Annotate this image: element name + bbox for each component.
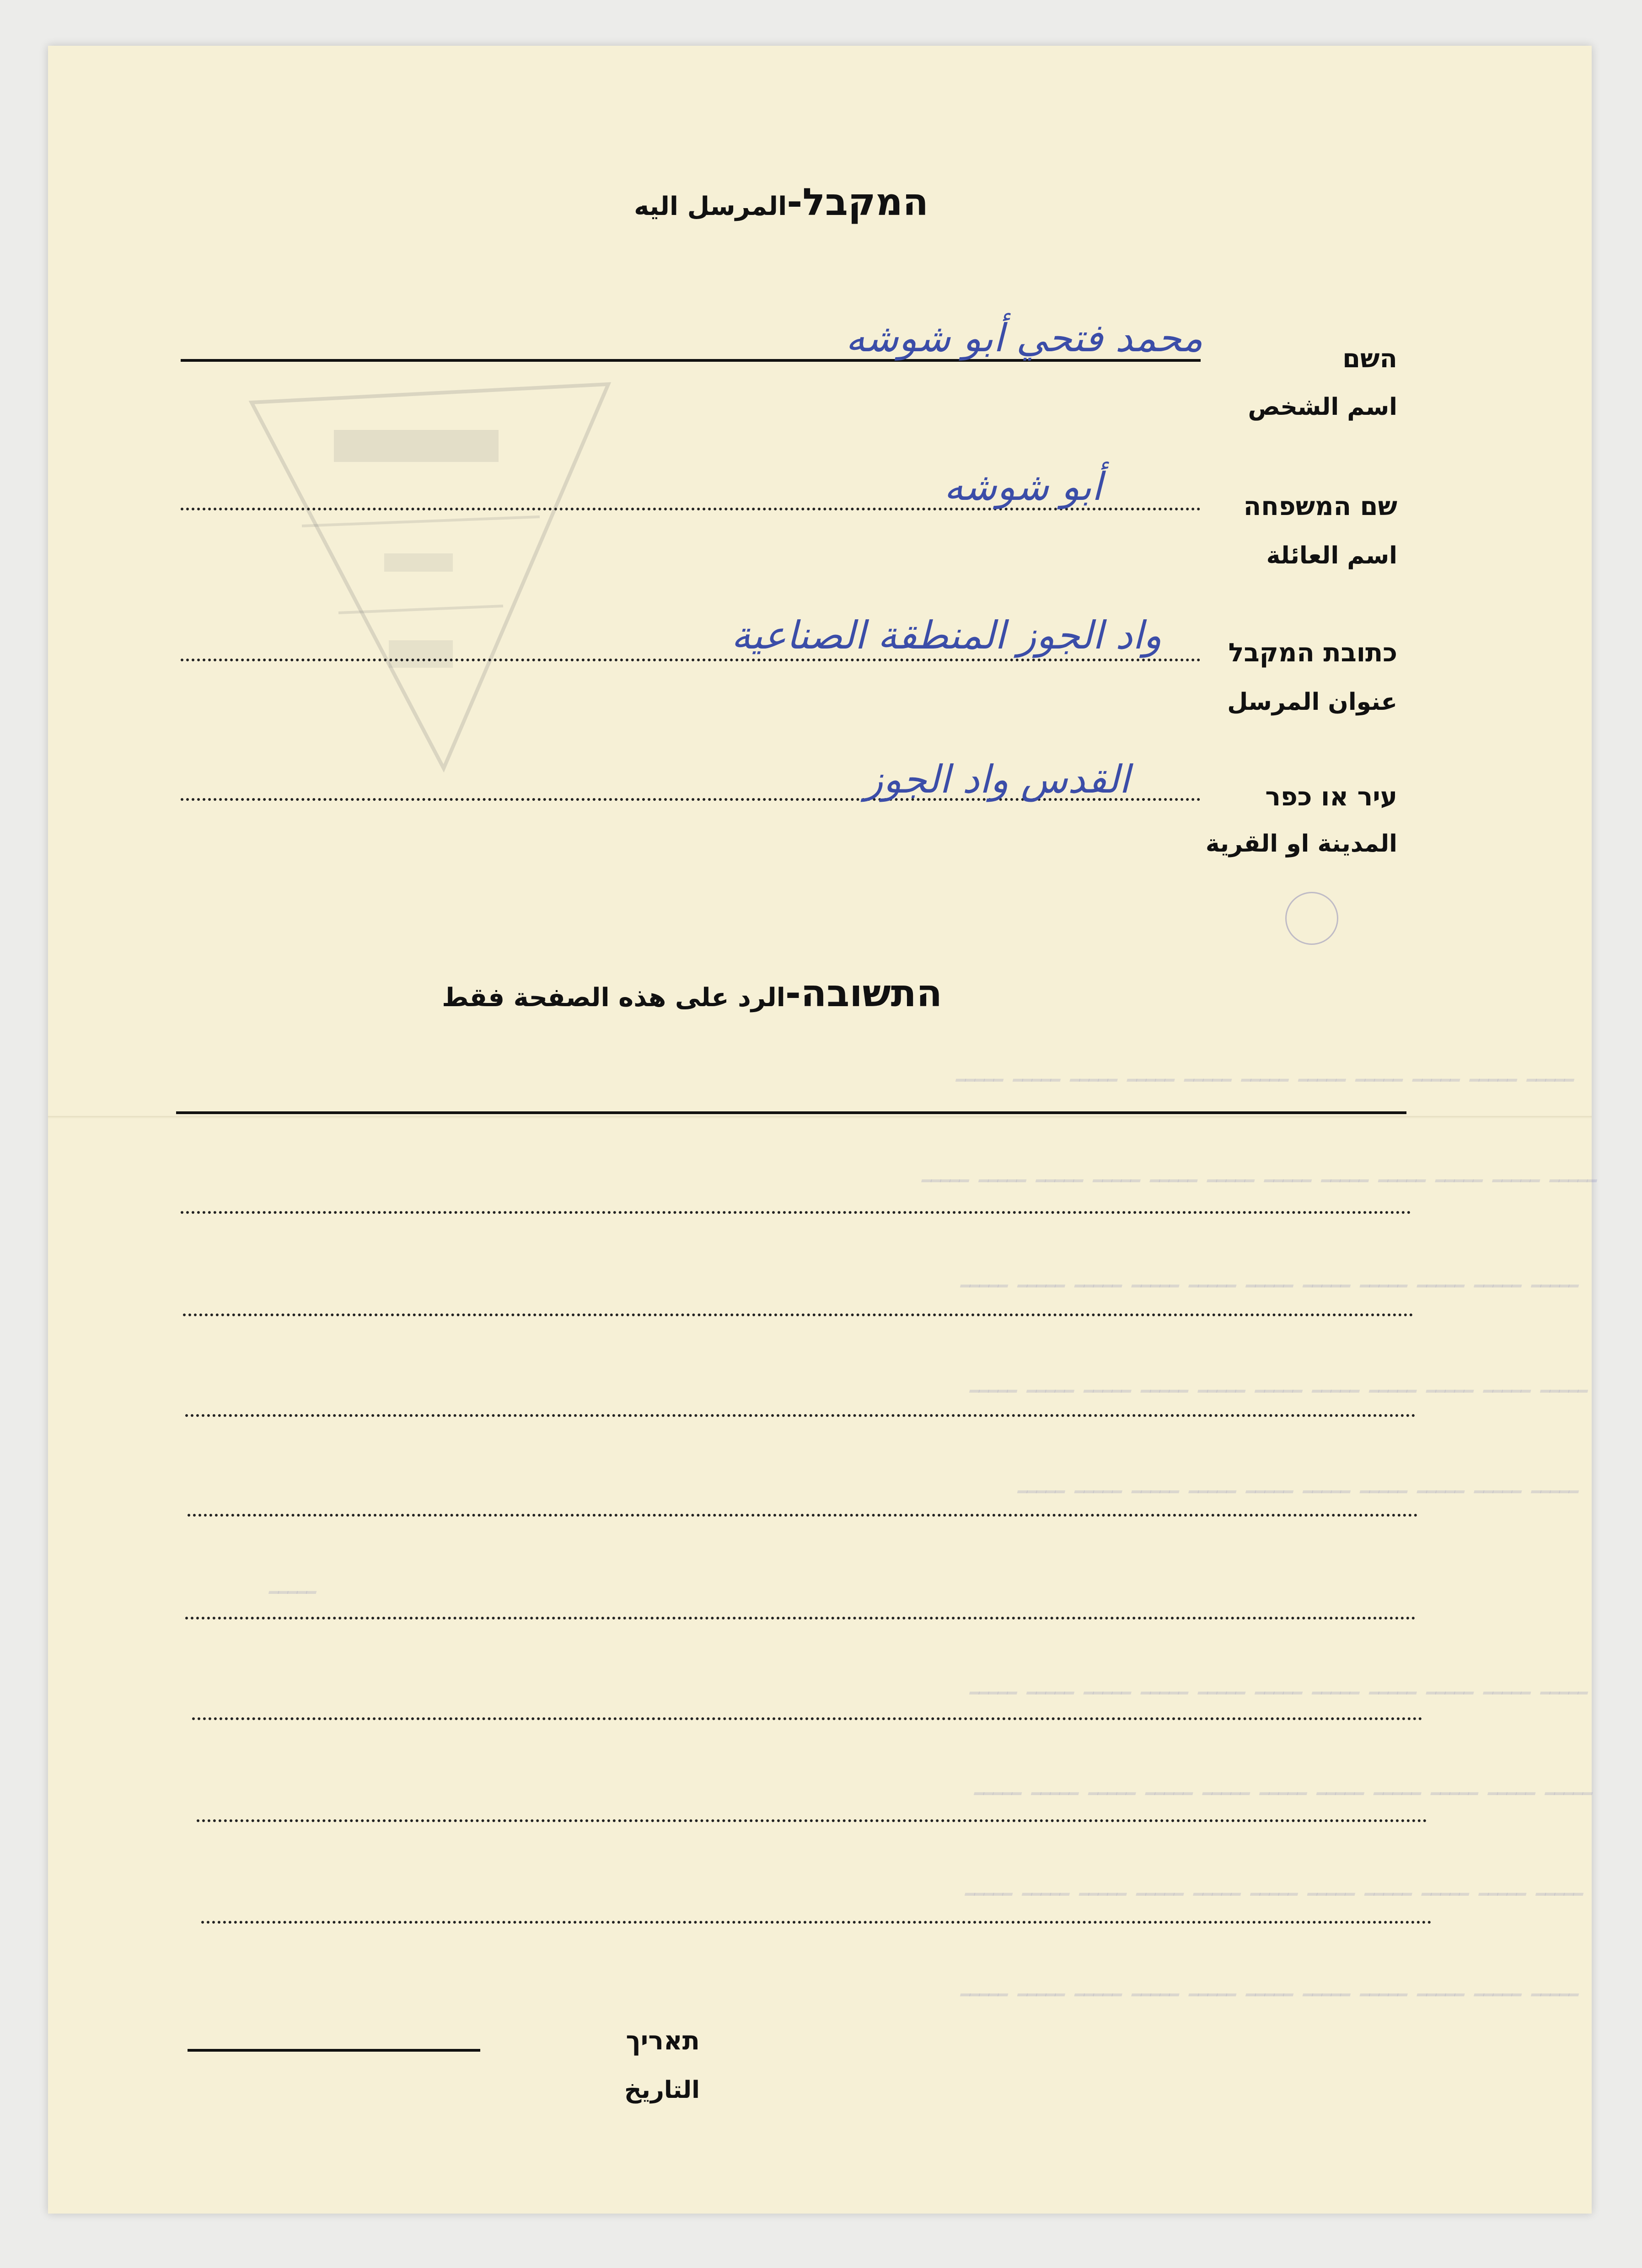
- bleed-through-text: ـــــ ـــــ ـــــ ـــــ ـــــ ـــــ ـــــ ـــــ ـــــ ـــــ ـــــ: [965, 1866, 1583, 1903]
- address-line: [181, 659, 1201, 661]
- name-value: محمد فتحي أبو شوشه: [845, 316, 1203, 360]
- family-name-label-he: שם המשפחה: [1243, 492, 1397, 521]
- answer-title-he: התשובה: [800, 972, 942, 1015]
- bleed-through-text: ـــــ ـــــ ـــــ ـــــ ـــــ ـــــ ـــــ ـــــ ـــــ ـــــ ـــــ ـــــ: [921, 1153, 1596, 1190]
- date-label-ar: التاريخ: [624, 2076, 700, 2104]
- bleed-through-text: ـــــ ـــــ ـــــ ـــــ ـــــ ـــــ ـــــ ـــــ ـــــ ـــــ ـــــ: [969, 1665, 1587, 1702]
- name-label-he: השם: [1342, 344, 1397, 374]
- bleed-through-text: ـــــ ـــــ ـــــ ـــــ ـــــ ـــــ ـــــ ـــــ ـــــ ـــــ ـــــ: [974, 1765, 1592, 1803]
- bleed-through-text: ـــــ: [268, 1564, 316, 1602]
- answer-line: [181, 1211, 1411, 1214]
- answer-line: [185, 1617, 1416, 1619]
- address-label-ar: عنوان المرسل: [1227, 688, 1397, 716]
- city-value: القدس واد الجوز: [864, 757, 1130, 802]
- title-dash: -: [787, 181, 803, 224]
- date-line: [188, 2049, 480, 2052]
- recipient-title: [634, 181, 928, 224]
- paper-fold: [48, 1116, 1592, 1119]
- family-name-label-ar: اسم العائلة: [1266, 542, 1397, 569]
- city-label-he: עיר או כפר: [1265, 782, 1397, 812]
- recipient-title-he: המקבל: [802, 181, 928, 224]
- answer-title-dash: -: [785, 972, 801, 1015]
- address-label-he: כתובת המקבל: [1228, 638, 1397, 668]
- bleed-through-text: ـــــ ـــــ ـــــ ـــــ ـــــ ـــــ ـــــ ـــــ ـــــ ـــــ ـــــ: [969, 1363, 1587, 1400]
- date-label-he: תאריך: [626, 2026, 700, 2056]
- family-name-value: أبو شوشه: [944, 464, 1102, 509]
- bleed-through-text: ـــــ ـــــ ـــــ ـــــ ـــــ ـــــ ـــــ ـــــ ـــــ ـــــ ـــــ: [960, 1258, 1578, 1295]
- pencil-circle-mark: [1285, 892, 1338, 945]
- answer-line: [192, 1717, 1422, 1720]
- answer-line: [197, 1819, 1427, 1822]
- answer-title-ar: الرد على هذه الصفحة فقط: [442, 983, 785, 1013]
- name-label-ar: اسم الشخص: [1248, 393, 1397, 421]
- answer-line: [188, 1514, 1418, 1517]
- answer-line: [176, 1111, 1406, 1114]
- bleed-through-text: ـــــ ـــــ ـــــ ـــــ ـــــ ـــــ ـــــ ـــــ ـــــ ـــــ ـــــ: [960, 1967, 1578, 2004]
- address-value: واد الجوز المنطقة الصناعية: [731, 613, 1162, 658]
- faded-stamp: [247, 375, 622, 777]
- answer-line: [185, 1414, 1416, 1417]
- recipient-title-ar: المرسل اليه: [634, 192, 787, 221]
- city-label-ar: المدينة او القرية: [1205, 830, 1397, 858]
- bleed-through-text: ـــــ ـــــ ـــــ ـــــ ـــــ ـــــ ـــــ ـــــ ـــــ ـــــ: [1017, 1464, 1578, 1501]
- answer-title: [442, 972, 942, 1015]
- answer-line: [183, 1314, 1413, 1316]
- bleed-through-text: ـــــ ـــــ ـــــ ـــــ ـــــ ـــــ ـــــ ـــــ ـــــ ـــــ ـــــ: [955, 1052, 1573, 1089]
- answer-line: [201, 1921, 1432, 1924]
